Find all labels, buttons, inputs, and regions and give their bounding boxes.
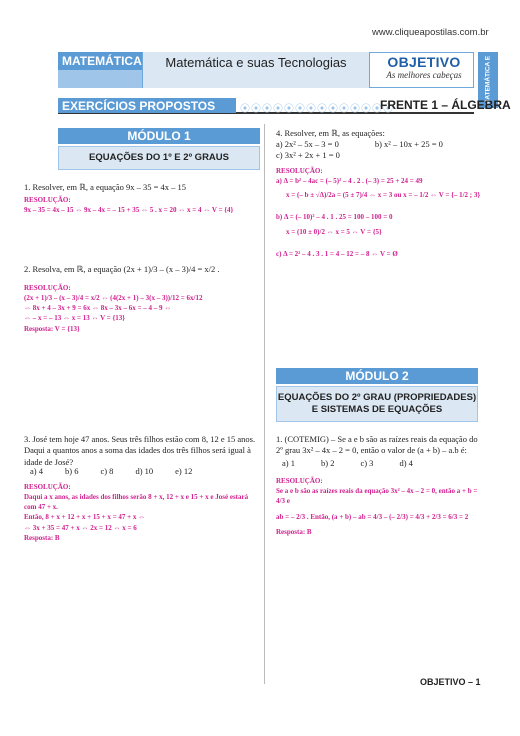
resolution-2-answer: Resposta: V = {13} [24,324,80,333]
resolution-3-line2: Então, 8 + x + 12 + x + 15 + x = 47 + x ⇔ [24,513,146,522]
section-title: EXERCÍCIOS PROPOSTOS [58,98,236,113]
q5-option-d: d) 4 [399,458,413,468]
resolution-1-line: 9x – 35 = 4x – 15 ⇔ 9x – 4x = – 15 + 35 ⇔ 5 . x = 20 ⇔ x = 4 ⇔ V = {4} [24,206,234,215]
resolution-3 [24,482,260,543]
resolution-4-a1: a) Δ = b² – 4ac = (– 5)² – 4 . 2 . (– 3) = 25 + 24 = 49 [276,177,423,186]
modulo-2-topic-line2: E SISTEMAS DE EQUAÇÕES [311,404,443,415]
modulo-2-header: MÓDULO 2 [276,368,478,384]
resolution-2-line2: ⇔ 8x + 4 – 3x + 9 = 6x ⇔ 8x – 3x – 6x = – 4 – 9 ⇔ [24,304,172,313]
resolution-5-label: RESOLUÇÃO: [276,477,323,485]
header-title: Matemática e suas Tecnologias [142,52,370,88]
resolution-3-label: RESOLUÇÃO: [24,483,71,491]
section-dots: ⦿⦿⦿⦿⦿⦿⦿⦿⦿⦿⦿⦿⦿⦿ [240,104,394,115]
resolution-4 [276,166,486,259]
option-a: a) 4 [30,466,43,476]
resolution-3-answer: Resposta: B [24,533,60,542]
modulo-1-header: MÓDULO 1 [58,128,260,144]
question-1: 1. Resolver, em ℝ, a equação 9x – 35 = 4x – 15 [24,182,187,192]
page-number: – 1 [468,677,481,687]
objetivo-logo [376,54,472,86]
resolution-5-line1: Se a e b são as raízes reais da equação 3x² – 4x – 2 = 0, então a + b = 4/3 e [276,487,478,506]
logo-text: OBJETIVO [387,54,461,70]
q4-item-b: b) x² – 10x + 25 = 0 [374,139,443,149]
resolution-2-line1: (2x + 1)/3 – (x – 3)/4 = x/2 ⇔ (4(2x + 1) – 3(x – 3))/12 = 6x/12 [24,294,203,303]
option-c: c) 8 [100,466,114,476]
question-4: 4. Resolver, em ℝ, as equações: [276,128,385,138]
question-3-options [30,466,260,477]
subject-band [58,70,142,88]
resolution-4-b2: x = (10 ± 0)/2 ⇔ x = 5 ⇔ V = {5} [286,227,382,236]
option-b: b) 6 [64,466,79,476]
modulo-1-topic-text: EQUAÇÕES DO 1º E 2º GRAUS [89,152,229,164]
option-e: e) 12 [175,466,193,476]
column-divider [264,124,265,684]
q5-option-c: c) 3 [360,458,374,468]
resolution-4-label: RESOLUÇÃO: [276,167,323,175]
question-2: 2. Resolva, em ℝ, a equação (2x + 1)/3 – (x – 3)/4 = x/2 . [24,264,220,274]
site-url: www.cliqueapostilas.com.br [372,27,489,38]
subject-label: MATEMÁTICA [58,52,142,70]
resolution-1-label: RESOLUÇÃO: [24,196,71,204]
resolution-4-b1: b) Δ = (– 10)² – 4 . 1 . 25 = 100 – 100 = 0 [276,213,393,222]
q4-item-a: a) 2x² – 5x – 3 = 0 [276,139,339,149]
resolution-2 [24,283,260,334]
option-d: d) 10 [135,466,154,476]
q4-item-c: c) 3x² + 2x + 1 = 0 [276,150,340,160]
resolution-2-line3: ⇔ – x = – 13 ⇔ x = 13 ⇔ V = {13} [24,314,126,323]
modulo-2-topic [276,386,478,422]
question-5: 1. (COTEMIG) – Se a e b são as raízes reais da equação do 2º grau 3x² – 4x – 2 = 0, então o valor de (a + b) – a.b é: [276,434,478,456]
resolution-3-line1: Daqui a x anos, as idades dos filhos serão 8 + x, 12 + x e 15 + x e José estará com 47 + x. [24,493,249,512]
resolution-4-a2: x = (– b ± √Δ)/2a = (5 ± 7)/4 ⇔ x = 3 ou x = – 1/2 ⇔ V = {– 1/2 ; 3} [286,191,481,200]
modulo-2-topic-line1: EQUAÇÕES DO 2º GRAU (PROPRIEDADES) [277,392,477,404]
q5-option-a: a) 1 [282,458,295,468]
logo-tagline: As melhores cabeças [386,70,462,80]
side-tab: MATEMÁTICA E [478,52,498,108]
resolution-2-label: RESOLUÇÃO: [24,284,71,292]
footer [420,677,481,687]
resolution-1 [24,195,260,215]
question-5-options [282,458,486,469]
question-4-ab [276,139,486,150]
resolution-5-answer: Resposta: B [276,527,312,536]
resolution-5-line2: ab = – 2/3 . Então, (a + b) – ab = 4/3 – (– 2/3) = 4/3 + 2/3 = 6/3 = 2 [276,513,469,522]
question-3: 3. José tem hoje 47 anos. Seus três filhos estão com 8, 12 e 15 anos. Daqui a quantos anos a soma das idades dos três filhos será igual à idade de José? [24,434,256,467]
resolution-4-c: c) Δ = 2² – 4 . 3 . 1 = 4 – 12 = – 8 ⇔ V = Ø [276,249,398,258]
frente-label: FRENTE 1 – ÁLGEBRA [380,98,511,112]
modulo-1-topic [58,146,260,170]
resolution-3-line3: ⇔ 3x + 35 = 47 + x ⇔ 2x = 12 ⇔ x = 6 [24,523,137,532]
resolution-5 [276,476,486,537]
q5-option-b: b) 2 [320,458,335,468]
footer-logo: OBJETIVO [420,677,466,687]
